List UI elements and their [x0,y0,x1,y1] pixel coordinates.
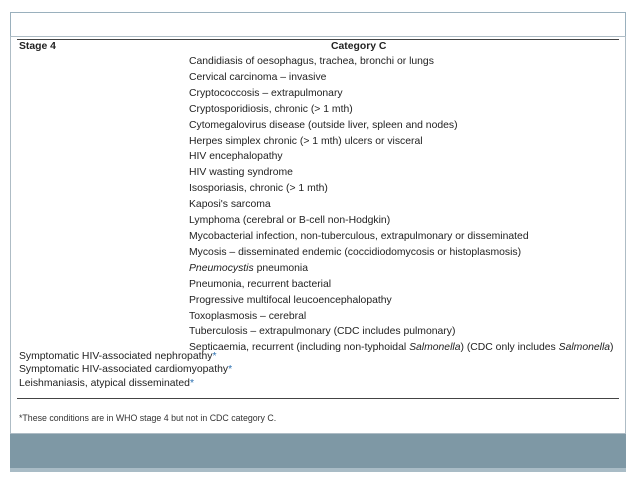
list-item: Pneumonia, recurrent bacterial [189,278,332,290]
list-item: Cryptococcosis – extrapulmonary [189,87,343,99]
pneumocystis-rest: pneumonia [253,262,308,274]
salmonella-italic: Salmonella [409,342,461,354]
list-item: Toxoplasmosis – cerebral [189,310,307,322]
asterisk-mark: * [189,377,195,389]
list-item: Cervical carcinoma – invasive [189,71,327,83]
septicaemia-text-c: ) [610,342,614,354]
list-item: Progressive multifocal leucoencephalopathy [189,294,392,306]
footer-band [10,434,626,468]
stage-header: Stage 4 [19,41,56,52]
list-item: HIV encephalopathy [189,151,283,163]
asterisk-mark: * [228,364,233,376]
list-item: Isosporiasis, chronic (> 1 mth) [189,183,328,195]
footer-strip [10,468,626,472]
slide-title-box [10,12,626,36]
category-c-list [189,54,614,356]
list-item: Herpes simplex chronic (> 1 mth) ulcers or visceral [189,135,423,147]
list-item [19,363,232,376]
list-item-septicaemia [189,340,614,356]
who-item-text: Symptomatic HIV-associated cardiomyopathy [19,364,229,376]
septicaemia-text-b: ) (CDC only includes [460,342,559,354]
table-bottom-rule [17,398,619,399]
list-item: Cryptosporidiosis, chronic (> 1 mth) [189,103,353,115]
who-only-list [19,350,232,390]
septicaemia-text-a: Septicaemia, recurrent (including non-typhoidal [189,342,410,354]
list-item: Mycobacterial infection, non-tuberculous, extrapulmonary or disseminated [189,230,529,242]
list-item: HIV wasting syndrome [189,167,293,179]
list-item: Mycosis – disseminated endemic (coccidiodomycosis or histoplasmosis) [189,246,522,258]
list-item: Cytomegalovirus disease (outside liver, spleen and nodes) [189,119,458,131]
table-top-rule [17,39,619,40]
salmonella-italic: Salmonella [558,342,611,354]
list-item: Candidiasis of oesophagus, trachea, bronchi or lungs [189,56,434,67]
who-item-text: Symptomatic HIV-associated nephropathy [19,351,213,362]
list-item [19,350,232,363]
pneumocystis-italic: Pneumocystis [189,262,254,274]
list-item [19,377,232,390]
asterisk-mark: * [212,351,217,362]
staging-table [10,36,626,434]
footnote: *These conditions are in WHO stage 4 but not in CDC category C. [19,413,277,423]
list-item-pneumocystis [189,261,614,277]
list-item: Tuberculosis – extrapulmonary (CDC includes pulmonary) [189,326,456,338]
who-item-text: Leishmaniasis, atypical disseminated [19,377,190,389]
list-item: Kaposi's sarcoma [189,199,271,211]
category-header: Category C [331,41,387,52]
list-item: Lymphoma (cerebral or B-cell non-Hodgkin) [189,215,391,227]
